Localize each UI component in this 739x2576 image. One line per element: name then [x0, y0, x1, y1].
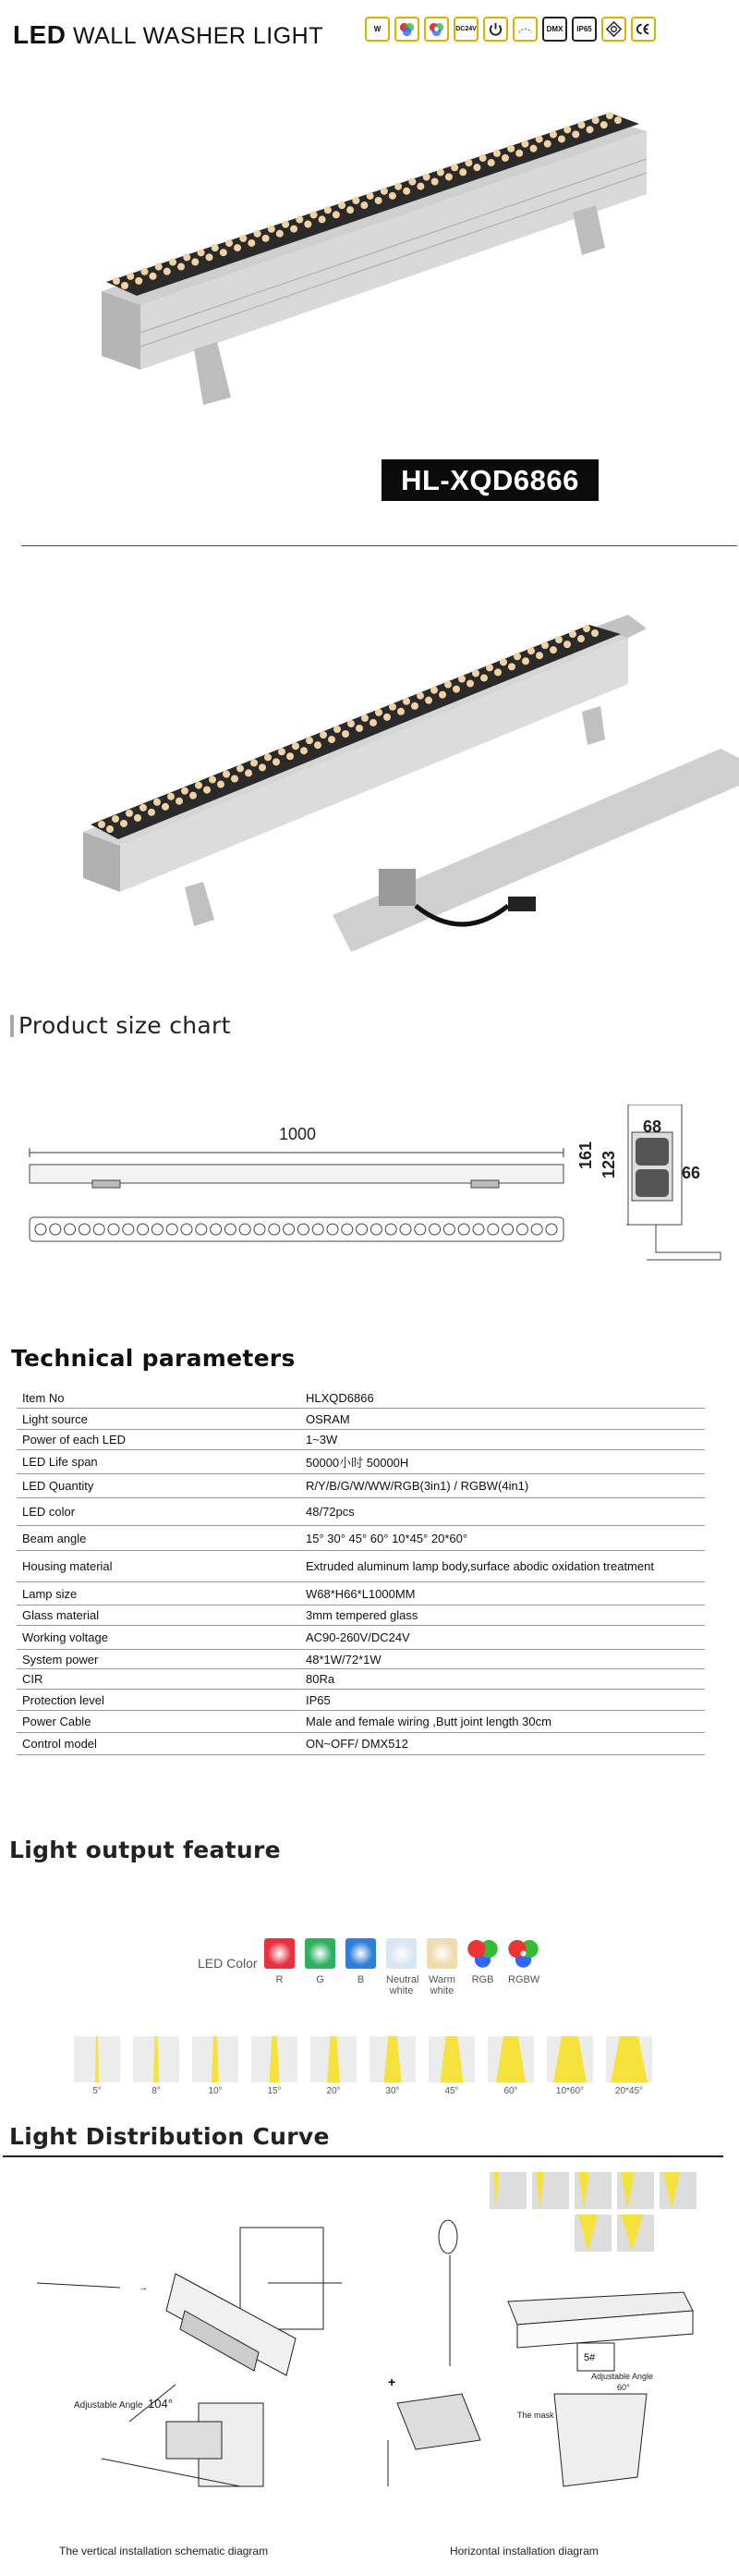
param-value: W68*H66*L1000MM: [306, 1586, 416, 1601]
table-row: [17, 1690, 705, 1711]
divider: [21, 545, 737, 546]
beam-tile: [606, 2036, 652, 2096]
led-color-swatches: [264, 1938, 539, 1996]
param-value: OSRAM: [306, 1411, 350, 1426]
param-name: Power Cable: [22, 1715, 91, 1728]
size-chart-drawing: [18, 1105, 730, 1276]
param-name: Beam angle: [22, 1531, 87, 1545]
table-row: [17, 1409, 705, 1430]
beam-tile: [192, 2036, 238, 2096]
beam-label: 10°: [208, 2086, 223, 2096]
dmx-badge-icon: DMX: [542, 17, 567, 42]
param-name: Protection level: [22, 1692, 104, 1707]
beam-label: 20°: [326, 2086, 341, 2096]
param-value: 1~3W: [306, 1433, 338, 1447]
param-value: 48*1W/72*1W: [306, 1652, 382, 1666]
param-name: Control model: [22, 1737, 97, 1751]
param-value: 50000小时 50000H: [306, 1456, 409, 1470]
param-name: Glass material: [22, 1608, 100, 1622]
param-name: Power of each LED: [22, 1433, 127, 1447]
param-value: IP65: [306, 1692, 331, 1707]
rgbw-badge-icon: [424, 17, 449, 42]
color-swatch: [264, 1938, 295, 1996]
dim-icon: [513, 17, 538, 42]
beam-cone: [95, 2036, 99, 2082]
beam-cone: [212, 2036, 219, 2082]
param-name: Lamp size: [22, 1586, 78, 1601]
param-value: Male and female wiring ,Butt joint length 30cm: [306, 1715, 551, 1728]
param-value: HLXQD6866: [306, 1391, 374, 1405]
beam-label: 8°: [151, 2086, 161, 2096]
table-row: [17, 1551, 705, 1582]
feature-badges: [365, 17, 656, 42]
swatch-label: B: [357, 1974, 365, 1985]
ce-badge-icon: [631, 17, 656, 42]
beam-label: 5°: [92, 2086, 102, 2096]
beam-angle-strip: [74, 2036, 652, 2096]
param-value: 15° 30° 45° 60° 10*45° 20*60°: [306, 1531, 468, 1545]
led-color-label: LED Color: [198, 1956, 258, 1971]
param-name: LED Quantity: [22, 1479, 94, 1493]
beam-cone: [153, 2036, 159, 2082]
title-bold: LED: [13, 20, 67, 49]
inner-height-dimension: 123: [600, 1150, 618, 1178]
beam-tile: [488, 2036, 534, 2096]
length-dimension: 1000: [279, 1125, 317, 1143]
model-number: HL-XQD6866: [382, 459, 599, 501]
beam-cone: [441, 2036, 464, 2082]
product-photo-angled: [74, 573, 739, 980]
swatch-label: R: [275, 1974, 284, 1985]
color-swatch: [305, 1938, 335, 1996]
color-swatch: [427, 1938, 457, 1996]
width-dimension: 68: [643, 1117, 662, 1136]
tech-heading: Technical parameters: [11, 1345, 296, 1372]
beam-cone: [270, 2036, 280, 2082]
param-name: Light source: [22, 1411, 88, 1426]
beam-cone: [327, 2036, 340, 2082]
table-row: [17, 1430, 705, 1450]
swatch-label: RGB: [471, 1974, 494, 1985]
height-dimension: 161: [576, 1141, 595, 1169]
table-row: [17, 1650, 705, 1669]
installation-diagrams: [18, 2172, 730, 2542]
beam-tile: [547, 2036, 593, 2096]
svg-text:5#: 5#: [584, 2352, 596, 2363]
size-chart-heading: Product size chart: [18, 1012, 231, 1039]
beam-label: 45°: [444, 2086, 459, 2096]
swatch-label: RGBW: [508, 1974, 540, 1985]
table-row: [17, 1669, 705, 1690]
color-swatch: [386, 1938, 417, 1996]
ik-badge-icon: [601, 17, 626, 42]
beam-cone: [611, 2036, 648, 2082]
dc24v-badge-icon: DC24V: [454, 17, 479, 42]
beam-tile: [429, 2036, 475, 2096]
mask-label: The mask: [517, 2411, 554, 2420]
color-swatch: [345, 1938, 376, 1996]
table-row: [17, 1733, 705, 1755]
page-title: [13, 20, 323, 50]
rgb-badge-icon: [394, 17, 419, 42]
param-name: Item No: [22, 1391, 65, 1405]
param-name: System power: [22, 1652, 99, 1666]
swatch-label: Neutral white: [386, 1974, 419, 1996]
param-value: R/Y/B/G/W/WW/RGB(3in1) / RGBW(4in1): [306, 1479, 529, 1493]
param-name: LED Life span: [22, 1455, 98, 1469]
color-swatch: [508, 1938, 539, 1996]
table-row: [17, 1582, 705, 1605]
beam-label: 60°: [503, 2086, 518, 2096]
param-value: 80Ra: [306, 1672, 335, 1686]
beam-tile: [133, 2036, 179, 2096]
beam-tile: [370, 2036, 416, 2096]
depth-dimension: 66: [682, 1164, 701, 1182]
angle-h: 60°: [617, 2383, 630, 2392]
adjustable-angle-h: Adjustable Angle: [591, 2372, 654, 2381]
tech-table: [17, 1388, 705, 1755]
param-value: AC90-260V/DC24V: [306, 1630, 410, 1644]
beam-label: 10*60°: [555, 2086, 585, 2096]
title-rest: WALL WASHER LIGHT: [72, 23, 323, 49]
table-row: [17, 1474, 705, 1498]
beam-label: 20*45°: [614, 2086, 644, 2096]
white-badge-icon: W: [365, 17, 390, 42]
beam-tile: [310, 2036, 357, 2096]
param-name: Working voltage: [22, 1630, 108, 1644]
param-name: Housing material: [22, 1559, 113, 1573]
beam-tile: [251, 2036, 297, 2096]
output-heading: Light output feature: [9, 1837, 281, 1863]
table-row: [17, 1388, 705, 1409]
param-value: ON~OFF/ DMX512: [306, 1737, 408, 1751]
table-row: [17, 1526, 705, 1551]
angle-v: 104°: [148, 2397, 173, 2411]
table-row: [17, 1605, 705, 1626]
param-name: LED color: [22, 1505, 76, 1519]
table-row: [17, 1498, 705, 1526]
beam-tile: [74, 2036, 120, 2096]
beam-label: 30°: [385, 2086, 400, 2096]
table-row: [17, 1626, 705, 1650]
ip65-badge-icon: IP65: [572, 17, 597, 42]
caption-horizontal: Horizontal installation diagram: [450, 2545, 599, 2558]
param-value: 48/72pcs: [306, 1505, 355, 1519]
table-row: [17, 1711, 705, 1733]
power-icon: [483, 17, 508, 42]
color-swatch: [467, 1938, 498, 1996]
table-row: [17, 1450, 705, 1474]
beam-cone: [496, 2036, 526, 2082]
param-value: 3mm tempered glass: [306, 1608, 418, 1622]
beam-label: 15°: [267, 2086, 282, 2096]
caption-vertical: The vertical installation schematic diagram: [59, 2545, 269, 2558]
param-value: Extruded aluminum lamp body,surface abodic oxidation treatment: [306, 1559, 654, 1573]
product-photo-front: [55, 92, 647, 407]
beam-cone: [384, 2036, 402, 2082]
svg-text:→: →: [139, 2283, 148, 2293]
swatch-label: G: [316, 1974, 324, 1985]
svg-text:+: +: [388, 2375, 396, 2389]
beam-cone: [553, 2036, 587, 2082]
distribution-heading: Light Distribution Curve: [9, 2123, 330, 2150]
swatch-label: Warm white: [429, 1974, 455, 1996]
param-name: CIR: [22, 1672, 43, 1686]
adjustable-angle-v: Adjustable Angle: [74, 2400, 143, 2411]
